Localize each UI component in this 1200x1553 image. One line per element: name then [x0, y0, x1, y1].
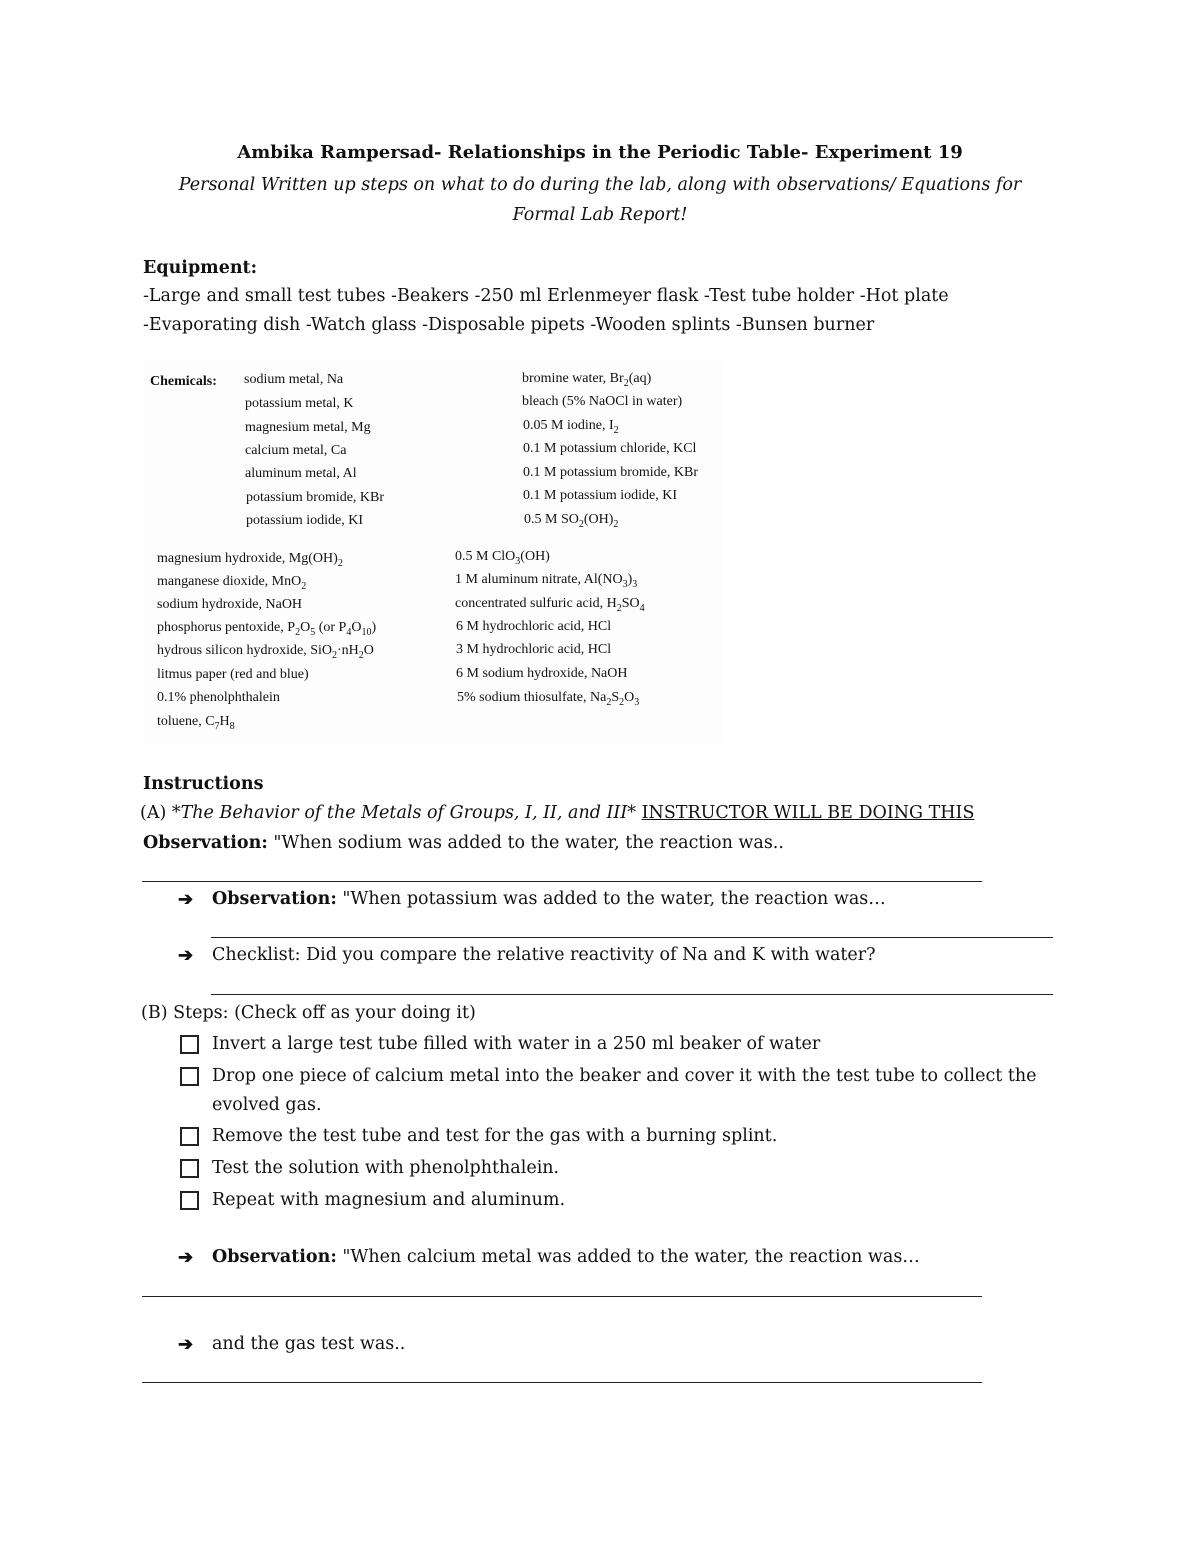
instructions-heading: Instructions — [143, 774, 264, 794]
observation-label: Observation: — [212, 889, 337, 909]
step-checkbox[interactable] — [180, 1067, 199, 1086]
chemical-item: manganese dioxide, MnO$_2$ — [157, 574, 307, 592]
step-text: Drop one piece of calcium metal into the beaker and cover it with the test tube to collect the — [212, 1066, 1037, 1086]
answer-line[interactable] — [142, 1296, 982, 1297]
chemical-item: magnesium metal, Mg — [245, 420, 371, 435]
chemical-item: toluene, $C_7H_8$ — [157, 714, 235, 732]
step-text: Test the solution with phenolphthalein. — [212, 1158, 560, 1178]
chemical-item: calcium metal, Ca — [245, 443, 347, 458]
step-text: Remove the test tube and test for the gas with a burning splint. — [212, 1126, 778, 1146]
equipment-line-1: -Large and small test tubes -Beakers -250 ml Erlenmeyer flask -Test tube holder -Hot plate — [143, 286, 949, 306]
observation-sodium — [143, 833, 784, 853]
chemical-item: magnesium hydroxide, $Mg(OH)_2$ — [157, 551, 343, 569]
observation-text: "When calcium metal was added to the water, the reaction was… — [336, 1247, 920, 1267]
checklist-text: Checklist: Did you compare the relative reactivity of Na and K with water? — [212, 945, 876, 965]
gas-test-text: and the gas test was.. — [212, 1334, 406, 1354]
step-checkbox[interactable] — [180, 1127, 199, 1146]
answer-line[interactable] — [211, 994, 1053, 995]
chemical-item: potassium bromide, KBr — [246, 490, 385, 505]
chemical-item: 0.5 M $SO_2(OH)_2$ — [524, 512, 619, 530]
chemical-item: 0.1% phenolphthalein — [157, 690, 280, 705]
chemical-item: aluminum metal, Al — [245, 466, 357, 481]
chemical-item: 0.1 M potassium iodide, KI — [523, 488, 677, 503]
chemical-item: bleach (5% NaOCl in water) — [522, 394, 683, 409]
equipment-heading: Equipment: — [143, 258, 258, 278]
chemical-item: 6 M hydrochloric acid, HCl — [456, 619, 612, 634]
chemical-item: 0.1 M potassium bromide, KBr — [523, 465, 698, 480]
part-a-title: *The Behavior of the Metals of Groups, I, II, and III* — [171, 803, 637, 823]
chemical-item: 0.05 M iodine, $I_2$ — [523, 418, 619, 436]
document-subtitle: Personal Written up steps on what to do during the lab, along with observations/ Equations for Formal Lab Report! — [178, 175, 1022, 225]
chemical-item: phosphorus pentoxide, $P_2O_5$ (or $P_4O_{10}$) — [157, 620, 377, 638]
chemical-item: hydrous silicon hydroxide, $SiO_2\cdot nH_2O$ — [157, 643, 374, 661]
chemical-item: 5% sodium thiosulfate, $Na_2S_2O_3$ — [457, 690, 640, 708]
chemical-item: potassium iodide, KI — [246, 513, 364, 528]
part-a-note: INSTRUCTOR WILL BE DOING THIS — [641, 803, 975, 823]
chemical-item: 0.5 M ClO$_3$(OH) — [455, 549, 550, 567]
chemical-item: litmus paper (red and blue) — [157, 667, 309, 682]
chemical-item: sodium metal, Na — [244, 372, 344, 387]
arrow-icon: ➔ — [178, 945, 194, 966]
observation-text: "When potassium was added to the water, the reaction was… — [336, 889, 886, 909]
part-a-line — [140, 803, 974, 823]
chemical-item: potassium metal, K — [245, 396, 354, 411]
step-text: Invert a large test tube filled with water in a 250 ml beaker of water — [212, 1034, 821, 1054]
equipment-line-2: -Evaporating dish -Watch glass -Disposable pipets -Wooden splints -Bunsen burner — [143, 315, 875, 335]
observation-text: "When sodium was added to the water, the reaction was.. — [267, 833, 784, 853]
chemical-item: 6 M sodium hydroxide, NaOH — [456, 666, 628, 681]
answer-line[interactable] — [142, 1382, 982, 1383]
observation-label: Observation: — [212, 1247, 337, 1267]
step-text: Repeat with magnesium and aluminum. — [212, 1190, 566, 1210]
chemical-item: bromine water, $Br_2(aq)$ — [522, 371, 652, 389]
step-text-continued: evolved gas. — [212, 1095, 322, 1115]
observation-label: Observation: — [143, 833, 268, 853]
observation-calcium — [212, 1247, 920, 1267]
arrow-icon: ➔ — [178, 1334, 194, 1355]
arrow-icon: ➔ — [178, 889, 194, 910]
step-checkbox[interactable] — [180, 1159, 199, 1178]
part-b-heading: (B) Steps: (Check off as your doing it) — [141, 1003, 476, 1023]
step-checkbox[interactable] — [180, 1191, 199, 1210]
chemical-item: 0.1 M potassium chloride, KCl — [523, 441, 697, 456]
observation-potassium — [212, 889, 886, 909]
step-checkbox[interactable] — [180, 1035, 199, 1054]
arrow-icon: ➔ — [178, 1247, 194, 1268]
chemical-item: sodium hydroxide, NaOH — [157, 597, 303, 612]
document-title: Ambika Rampersad- Relationships in the Periodic Table- Experiment 19 — [237, 142, 963, 163]
answer-line[interactable] — [211, 937, 1053, 938]
chemical-item: 3 M hydrochloric acid, HCl — [456, 642, 612, 657]
chemical-item: concentrated sulfuric acid, $H_2SO_4$ — [455, 596, 645, 614]
chemicals-heading: Chemicals: — [150, 374, 217, 389]
answer-line[interactable] — [142, 881, 982, 882]
chemical-item: 1 M aluminum nitrate, $Al(NO_3)_3$ — [455, 572, 638, 590]
part-a-prefix: (A) — [140, 803, 172, 823]
